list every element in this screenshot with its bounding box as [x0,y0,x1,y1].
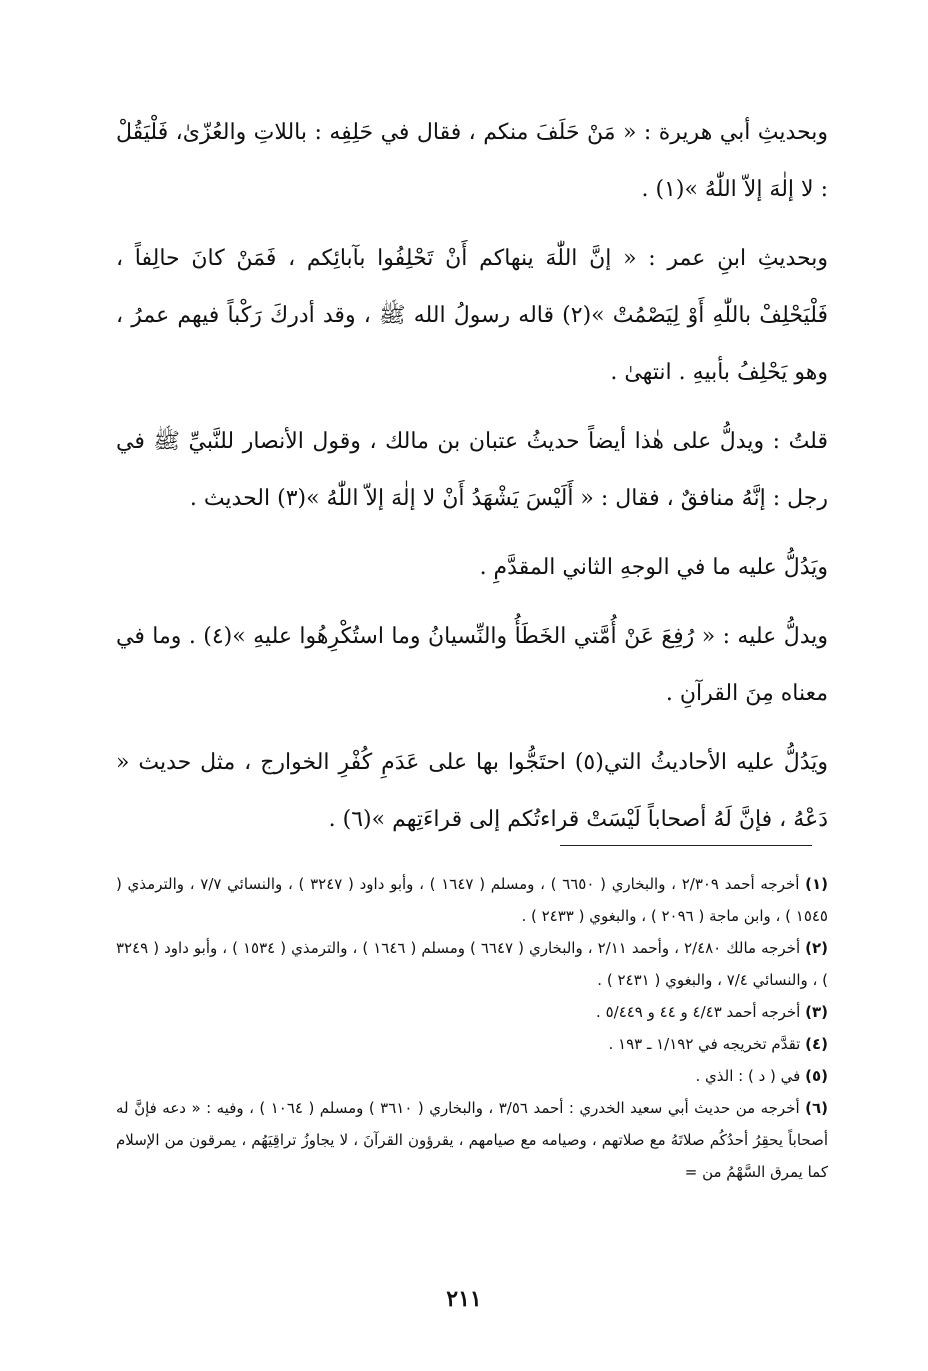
footnote-6 [116,1092,828,1188]
paragraph-5: ويدلُّ عليه : « رُفِعَ عَنْ أُمَّتي الخَطَأُ والنِّسيانُ وما استُكْرِهُوا عليهِ »(٤) . وما في معناه مِنَ القرآنِ . [116,624,828,706]
paragraph-3: قلتُ : ويدلُّ على هٰذا أيضاً حديثُ عتبان بن مالك ، وقول الأنصار للنَّبيِّ ﷺ في رجل : إنَّهُ منافقٌ ، فقال : « أَلَيْسَ يَشْهَدُ أَنْ لا إلٰهَ إلاّ اللّٰهُ »(٣) الحديث . [116,429,828,511]
footnote-text: أخرجه مالك ٢/٤٨٠ ، وأحمد ٢/١١ ، والبخاري ( ٦٦٤٧ ) ومسلم ( ١٦٤٦ ) ، والترمذي ( ١٥٣٤ ) ، وأبو داود ( ٣٢٤٩ ) ، والنسائي ٧/٤ ، والبغوي ( ٢٤٣١ ) . [116,939,828,989]
footnote-text: أخرجه أحمد ٤/٤٣ و ٤٤ و ٥/٤٤٩ . [596,1003,801,1021]
page-number: ٢١١ [446,1286,482,1312]
footnote-text: أخرجه من حديث أبي سعيد الخدري : أحمد ٣/٥٦ ، والبخاري ( ٣٦١٠ ) ومسلم ( ١٠٦٤ ) ، وفيه : « دعه فإنَّ له أصحاباً يحقِرُ أحدُكُم صلاتَهُ مع صلاتهم ، وصيامه مع صيامهم ، يقرؤون القرآنَ ، لا يجاوزُ تراقِيَهُم ، يمرقون من الإسلام كما يمرق السَّهْمُ من = [116,1099,828,1181]
footnote-number: (٥) [805,1067,828,1085]
footnote-3 [116,996,828,1028]
footnote-5 [116,1060,828,1092]
footnote-number: (٤) [805,1035,828,1053]
footnote-number: (٢) [805,939,828,957]
footnote-1 [116,868,828,932]
footnote-number: (١) [805,875,829,893]
paragraph-1: وبحديثِ أبي هريرة : « مَنْ حَلَفَ منكم ، فقال في حَلِفِه : باللاتِ والعُزّىٰ، فَلْيَقُلْ : لا إلٰهَ إلاّ اللّٰهُ »(١) . [116,120,828,202]
paragraph-2: وبحديثِ ابنِ عمر : « إنَّ اللّٰهَ ينهاكم أَنْ تَحْلِفُوا بآبائِكم ، فَمَنْ كانَ حالِفاً ، فَلْيَحْلِفْ باللّٰهِ أَوْ لِيَصْمُتْ »(٢) قاله رسولُ الله ﷺ ، وقد أدركَ رَكْباً فيهم عمرُ ، وهو يَحْلِفُ بأبيهِ . انتهىٰ . [116,246,828,385]
footnote-2 [116,932,828,996]
footnote-separator [560,845,812,846]
footnote-number: (٣) [805,1003,828,1021]
paragraph-6: ويَدُلُّ عليه الأحاديثُ التي(٥) احتَجُّوا بها على عَدَمِ كُفْرِ الخوارج ، مثل حديث « دَعْهُ ، فإنَّ لَهُ أصحاباً لَيْسَتْ قراءتُكم إلى قراءَتِهم »(٦) . [116,750,828,832]
footnote-text: في ( د ) : الذي . [695,1067,801,1085]
footnote-text: تقدَّم تخريجه في ١/١٩٢ ـ ١٩٣ . [608,1035,801,1053]
main-text [116,104,828,860]
footnotes [116,868,828,1188]
footnote-4 [116,1028,828,1060]
paragraph-4: ويَدُلُّ عليه ما في الوجهِ الثاني المقدَّمِ . [479,555,828,580]
footnote-text: أخرجه أحمد ٢/٣٠٩ ، والبخاري ( ٦٦٥٠ ) ، ومسلم ( ١٦٤٧ ) ، وأبو داود ( ٣٢٤٧ ) ، والنسائي ٧/٧ ، والترمذي ( ١٥٤٥ ) ، وابن ماجة ( ٢٠٩٦ ) ، والبغوي ( ٢٤٣٣ ) . [116,875,828,925]
footnote-number: (٦) [805,1099,829,1117]
